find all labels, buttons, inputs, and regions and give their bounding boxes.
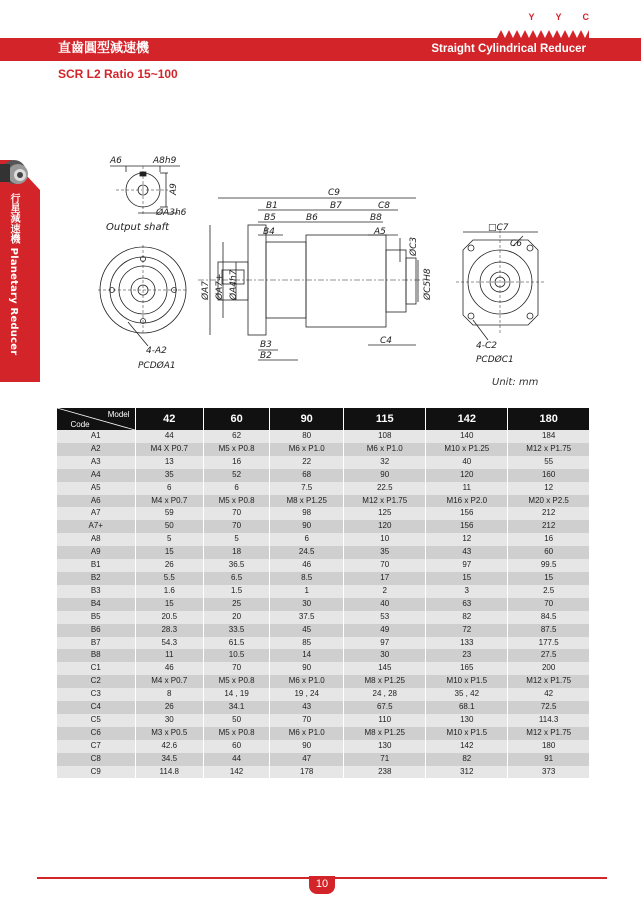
row-code: C1: [57, 662, 136, 675]
table-cell: 6.5: [204, 572, 270, 585]
page-title-en: Straight Cylindrical Reducer: [431, 43, 586, 55]
table-cell: 35: [135, 469, 204, 482]
table-cell: 15: [135, 598, 204, 611]
row-code: A3: [57, 456, 136, 469]
label-a7: ØA7: [201, 281, 211, 300]
table-row: [57, 469, 590, 482]
table-cell: 30: [135, 714, 204, 727]
table-cell: M4 x P0.7: [135, 675, 204, 688]
table-cell: 82: [426, 753, 508, 766]
unit-label: Unit: mm: [492, 377, 539, 388]
brand-letter: Y: [555, 12, 562, 22]
table-cell: 37.5: [270, 611, 344, 624]
table-cell: 120: [426, 469, 508, 482]
table-row: [57, 443, 590, 456]
table-cell: 27.5: [508, 649, 589, 662]
label-c5h8: ØC5H8: [423, 268, 433, 300]
table-row: [57, 662, 590, 675]
table-cell: 212: [508, 507, 589, 520]
table-cell: 238: [344, 766, 426, 779]
label-a6: A6: [110, 156, 122, 166]
page-number: 10: [309, 876, 335, 894]
row-code: B8: [57, 649, 136, 662]
table-body: [57, 430, 590, 778]
row-code: C4: [57, 701, 136, 714]
table-cell: 90: [270, 662, 344, 675]
table-cell: 184: [508, 430, 589, 443]
table-row: [57, 585, 590, 598]
table-cell: 90: [344, 469, 426, 482]
table-cell: 90: [270, 740, 344, 753]
table-cell: 80: [270, 430, 344, 443]
table-cell: M20 x P2.5: [508, 495, 589, 508]
table-cell: 22: [270, 456, 344, 469]
table-cell: 5: [135, 533, 204, 546]
table-cell: M12 x P1.75: [344, 495, 426, 508]
table-cell: M10 x P1.5: [426, 727, 508, 740]
label-b8: B8: [370, 213, 382, 223]
table-cell: 91: [508, 753, 589, 766]
table-cell: 70: [270, 714, 344, 727]
label-c4: C4: [380, 336, 393, 346]
table-row: [57, 675, 590, 688]
table-cell: 46: [270, 559, 344, 572]
table-cell: 156: [426, 507, 508, 520]
table-cell: 24 , 28: [344, 688, 426, 701]
table-cell: 68.1: [426, 701, 508, 714]
table-cell: 70: [204, 520, 270, 533]
label-b5: B5: [264, 213, 276, 223]
brand-serration-graphic: [497, 30, 589, 38]
table-cell: 1.6: [135, 585, 204, 598]
table-cell: 23: [426, 649, 508, 662]
label-output-shaft: Output shaft: [106, 222, 170, 233]
table-cell: 33.5: [204, 624, 270, 637]
table-cell: 114.3: [508, 714, 589, 727]
table-cell: 32: [344, 456, 426, 469]
table-cell: 53: [344, 611, 426, 624]
row-code: A7: [57, 507, 136, 520]
table-cell: 1: [270, 585, 344, 598]
table-cell: 2: [344, 585, 426, 598]
table-cell: 28.3: [135, 624, 204, 637]
table-cell: 140: [426, 430, 508, 443]
table-row: [57, 727, 590, 740]
table-cell: 44: [135, 430, 204, 443]
corner-header: [57, 408, 136, 430]
label-a4h7: ØA4h7: [229, 269, 239, 300]
table-cell: 18: [204, 546, 270, 559]
label-b6: B6: [306, 213, 318, 223]
table-row: [57, 753, 590, 766]
table-cell: 61.5: [204, 637, 270, 650]
row-code: A2: [57, 443, 136, 456]
table-cell: 19 , 24: [270, 688, 344, 701]
label-b2: B2: [260, 351, 272, 361]
table-cell: 2.5: [508, 585, 589, 598]
table-cell: 98: [270, 507, 344, 520]
row-code: A9: [57, 546, 136, 559]
table-cell: 55: [508, 456, 589, 469]
column-header: 42: [135, 408, 204, 430]
table-cell: 5.5: [135, 572, 204, 585]
row-code: B3: [57, 585, 136, 598]
table-row: [57, 740, 590, 753]
table-cell: M12 x P1.75: [508, 727, 589, 740]
table-cell: 180: [508, 740, 589, 753]
table-cell: 15: [426, 572, 508, 585]
table-cell: M4 X P0.7: [135, 443, 204, 456]
label-b7: B7: [330, 201, 342, 211]
table-cell: 160: [508, 469, 589, 482]
table-cell: 8.5: [270, 572, 344, 585]
table-cell: 85: [270, 637, 344, 650]
table-cell: M12 x P1.75: [508, 675, 589, 688]
row-code: B6: [57, 624, 136, 637]
table-cell: 43: [426, 546, 508, 559]
table-cell: 40: [344, 598, 426, 611]
table-cell: 20.5: [135, 611, 204, 624]
label-b1: B1: [266, 201, 278, 211]
table-cell: 12: [508, 482, 589, 495]
table-cell: M5 x P0.8: [204, 675, 270, 688]
table-row: [57, 766, 590, 779]
label-pcd-a1: PCDØA1: [138, 361, 176, 371]
table-cell: 34.5: [135, 753, 204, 766]
column-header: 115: [344, 408, 426, 430]
table-cell: M5 x P0.8: [204, 495, 270, 508]
table-cell: 177.5: [508, 637, 589, 650]
table-cell: 26: [135, 701, 204, 714]
table-cell: 30: [344, 649, 426, 662]
table-cell: 14 , 19: [204, 688, 270, 701]
table-cell: 125: [344, 507, 426, 520]
table-cell: M4 x P0.7: [135, 495, 204, 508]
row-code: A6: [57, 495, 136, 508]
table-cell: 110: [344, 714, 426, 727]
label-c7: □C7: [488, 223, 509, 233]
table-cell: M6 x P1.0: [270, 443, 344, 456]
table-cell: 108: [344, 430, 426, 443]
table-cell: 133: [426, 637, 508, 650]
table-row: [57, 637, 590, 650]
table-cell: M16 x P2.0: [426, 495, 508, 508]
front-flange-view: [98, 245, 188, 346]
row-code: A4: [57, 469, 136, 482]
table-row: [57, 520, 590, 533]
table-cell: 142: [204, 766, 270, 779]
brand-letter: Y: [528, 12, 535, 22]
table-cell: M5 x P0.8: [204, 443, 270, 456]
table-cell: 156: [426, 520, 508, 533]
label-c8: C8: [378, 201, 391, 211]
label-c6: C6: [510, 239, 523, 249]
table-cell: 62: [204, 430, 270, 443]
label-a7-plus: ØA7+: [215, 273, 225, 300]
table-cell: 130: [426, 714, 508, 727]
table-cell: 178: [270, 766, 344, 779]
table-header-row: [57, 408, 590, 430]
row-code: C8: [57, 753, 136, 766]
label-a5: A5: [374, 227, 386, 237]
table-row: [57, 572, 590, 585]
table-cell: 11: [135, 649, 204, 662]
table-row: [57, 624, 590, 637]
table-cell: 99.5: [508, 559, 589, 572]
table-cell: 7.5: [270, 482, 344, 495]
table-cell: 20: [204, 611, 270, 624]
table-cell: 8: [135, 688, 204, 701]
table-cell: 6: [270, 533, 344, 546]
label-a2: 4-A2: [146, 346, 167, 356]
table-cell: 71: [344, 753, 426, 766]
table-cell: 14: [270, 649, 344, 662]
table-cell: 72.5: [508, 701, 589, 714]
table-cell: 67.5: [344, 701, 426, 714]
table-cell: 114.8: [135, 766, 204, 779]
table-cell: 11: [426, 482, 508, 495]
table-cell: 200: [508, 662, 589, 675]
table-cell: 60: [204, 740, 270, 753]
table-cell: 59: [135, 507, 204, 520]
table-cell: 30: [270, 598, 344, 611]
table-cell: 70: [508, 598, 589, 611]
brand-letter: C: [582, 12, 589, 22]
column-header: 180: [508, 408, 589, 430]
table-row: [57, 701, 590, 714]
table-cell: 49: [344, 624, 426, 637]
table-cell: 212: [508, 520, 589, 533]
row-code: C9: [57, 766, 136, 779]
table-cell: 44: [204, 753, 270, 766]
table-cell: 15: [135, 546, 204, 559]
table-cell: 97: [344, 637, 426, 650]
spec-table: [56, 408, 589, 778]
table-cell: 5: [204, 533, 270, 546]
table-cell: 130: [344, 740, 426, 753]
corner-code-label: Code: [70, 420, 90, 429]
table-row: [57, 714, 590, 727]
label-b3: B3: [260, 340, 272, 350]
row-code: A8: [57, 533, 136, 546]
product-subtitle: SCR L2 Ratio 15~100: [58, 67, 178, 81]
column-header: 142: [426, 408, 508, 430]
table-cell: 84.5: [508, 611, 589, 624]
table-cell: 35: [344, 546, 426, 559]
table-cell: 13: [135, 456, 204, 469]
table-cell: 25: [204, 598, 270, 611]
table-cell: 34.1: [204, 701, 270, 714]
table-row: [57, 533, 590, 546]
table-cell: 47: [270, 753, 344, 766]
row-code: B4: [57, 598, 136, 611]
table-cell: 145: [344, 662, 426, 675]
table-cell: 312: [426, 766, 508, 779]
row-code: B2: [57, 572, 136, 585]
table-cell: M5 x P0.8: [204, 727, 270, 740]
row-code: A7+: [57, 520, 136, 533]
label-pcd-c1: PCDØC1: [476, 355, 514, 365]
table-cell: 60: [508, 546, 589, 559]
table-cell: 54.3: [135, 637, 204, 650]
label-a3h6: ØA3h6: [156, 208, 187, 218]
table-cell: 16: [508, 533, 589, 546]
table-row: [57, 482, 590, 495]
table-cell: 12: [426, 533, 508, 546]
row-code: C5: [57, 714, 136, 727]
label-b4: B4: [263, 227, 275, 237]
table-row: [57, 688, 590, 701]
table-cell: 6: [204, 482, 270, 495]
table-cell: 50: [135, 520, 204, 533]
table-cell: 120: [344, 520, 426, 533]
row-code: C2: [57, 675, 136, 688]
row-code: C6: [57, 727, 136, 740]
table-row: [57, 507, 590, 520]
table-row: [57, 430, 590, 443]
table-cell: 1.5: [204, 585, 270, 598]
table-cell: 40: [426, 456, 508, 469]
table-cell: 45: [270, 624, 344, 637]
table-cell: 70: [344, 559, 426, 572]
table-cell: 70: [204, 662, 270, 675]
label-a9: A9: [169, 183, 179, 195]
row-code: B7: [57, 637, 136, 650]
table-cell: M6 x P1.0: [270, 675, 344, 688]
row-code: B1: [57, 559, 136, 572]
page-title-cn: 直齒圓型減速機: [58, 41, 150, 56]
table-cell: 50: [204, 714, 270, 727]
table-cell: M3 x P0.5: [135, 727, 204, 740]
table-cell: 22.5: [344, 482, 426, 495]
table-cell: 63: [426, 598, 508, 611]
table-row: [57, 456, 590, 469]
table-cell: 43: [270, 701, 344, 714]
table-cell: M12 x P1.75: [508, 443, 589, 456]
table-row: [57, 559, 590, 572]
table-row: [57, 495, 590, 508]
input-flange-view: [456, 230, 544, 340]
corner-model-label: Model: [107, 410, 130, 419]
label-c2: 4-C2: [476, 341, 497, 351]
table-cell: 10.5: [204, 649, 270, 662]
table-cell: M10 x P1.25: [426, 443, 508, 456]
table-cell: M6 x P1.0: [270, 727, 344, 740]
table-cell: 3: [426, 585, 508, 598]
row-code: A1: [57, 430, 136, 443]
row-code: C3: [57, 688, 136, 701]
column-header: 60: [204, 408, 270, 430]
table-row: [57, 546, 590, 559]
brand-logo: [528, 12, 589, 22]
table-cell: 72: [426, 624, 508, 637]
table-cell: 35 , 42: [426, 688, 508, 701]
table-cell: 17: [344, 572, 426, 585]
table-cell: 68: [270, 469, 344, 482]
table-cell: 42.6: [135, 740, 204, 753]
table-cell: 70: [204, 507, 270, 520]
table-cell: 26: [135, 559, 204, 572]
table-row: [57, 649, 590, 662]
table-cell: 165: [426, 662, 508, 675]
table-cell: 52: [204, 469, 270, 482]
table-cell: M10 x P1.5: [426, 675, 508, 688]
table-cell: M6 x P1.0: [344, 443, 426, 456]
table-cell: 87.5: [508, 624, 589, 637]
table-cell: 142: [426, 740, 508, 753]
row-code: B5: [57, 611, 136, 624]
table-cell: 36.5: [204, 559, 270, 572]
table-cell: 82: [426, 611, 508, 624]
side-tab-label: 行星減速機 Planetary Reducer: [8, 193, 19, 356]
table-cell: 46: [135, 662, 204, 675]
label-c9: C9: [328, 188, 341, 198]
table-cell: 24.5: [270, 546, 344, 559]
table-cell: 6: [135, 482, 204, 495]
table-row: [57, 611, 590, 624]
table-cell: 16: [204, 456, 270, 469]
table-cell: M8 x P1.25: [344, 675, 426, 688]
table-cell: 10: [344, 533, 426, 546]
row-code: C7: [57, 740, 136, 753]
technical-drawing: [98, 150, 558, 395]
table-cell: 15: [508, 572, 589, 585]
row-code: A5: [57, 482, 136, 495]
table-cell: M8 x P1.25: [270, 495, 344, 508]
table-cell: M8 x P1.25: [344, 727, 426, 740]
label-c3: ØC3: [409, 236, 419, 256]
table-cell: 97: [426, 559, 508, 572]
table-cell: 90: [270, 520, 344, 533]
table-cell: 373: [508, 766, 589, 779]
label-a8h9: A8h9: [153, 156, 177, 166]
column-header: 90: [270, 408, 344, 430]
table-cell: 42: [508, 688, 589, 701]
table-row: [57, 598, 590, 611]
